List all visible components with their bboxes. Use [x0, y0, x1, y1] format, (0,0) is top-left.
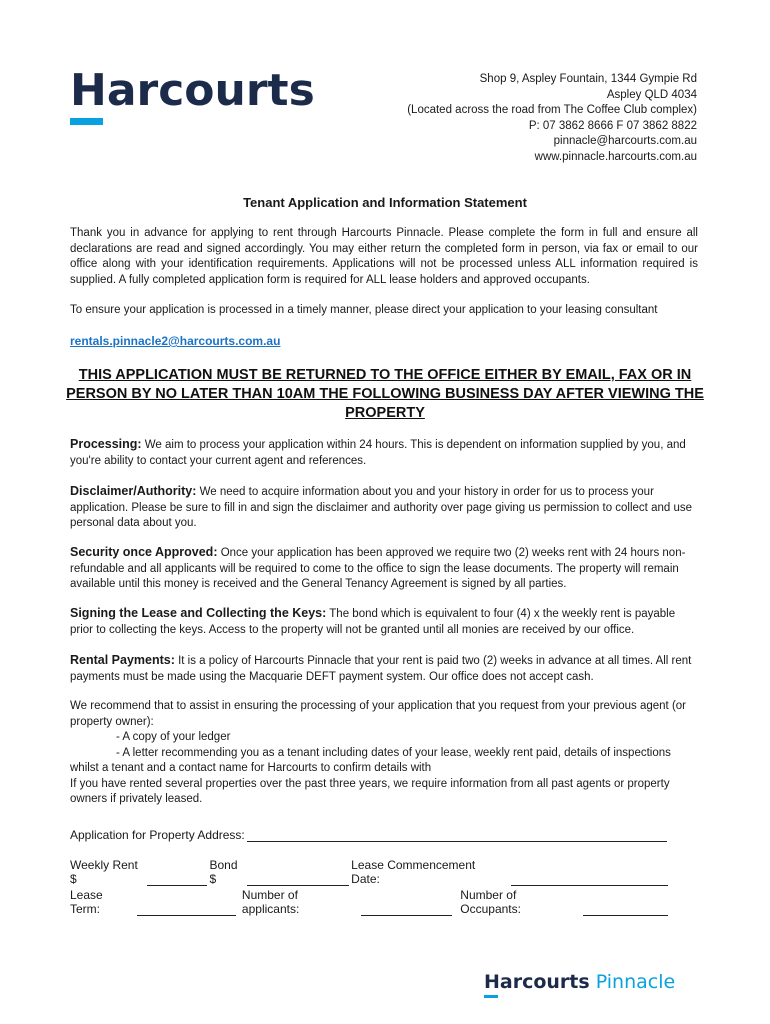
- property-address-row: [70, 828, 670, 842]
- section-rental-payments: [70, 653, 698, 685]
- section-text: We aim to process your application within 24 hours. This is dependent on information supplied by you, and you're ability to contact your current agent and references.: [70, 439, 686, 467]
- section-heading: Disclaimer/Authority:: [70, 484, 197, 498]
- rent-bond-row: [70, 858, 670, 886]
- recommend-item-continued: whilst a tenant and a contact name for Harcourts to confirm details with: [70, 762, 432, 774]
- logo-wordmark: Harcourts: [70, 65, 315, 116]
- section-heading: Processing:: [70, 437, 142, 451]
- occupants-field[interactable]: [583, 903, 668, 916]
- section-text: We need to acquire information about you and your history in order for us to process your application. Please be sure to fill in and sign the disclaimer and authority over page giving us permission to collect and use personal data about you.: [70, 486, 692, 529]
- section-text: The bond which is equivalent to four (4) x the weekly rent is payable prior to collecting the keys. Access to the property will not be granted until all monies are received by our office.: [70, 608, 676, 636]
- section-heading: Rental Payments:: [70, 653, 175, 667]
- bond-label: Bond $: [209, 858, 238, 886]
- bond-field[interactable]: [247, 873, 349, 886]
- address-line: Aspley QLD 4034: [606, 88, 697, 101]
- office-address: [407, 72, 697, 165]
- intro-paragraph: Thank you in advance for applying to rent through Harcourts Pinnacle. Please complete the form in full and ensure all declarations are read and signed accordingly. You may either return the completed form in person, via fax or email to our office along with your identification requirements. Applications will not be processed unless ALL information required is supplied. A fully completed application form is required for ALL lease holders and approved occupants.: [70, 227, 698, 286]
- property-address-field[interactable]: [247, 829, 667, 842]
- lease-commencement-label: Lease Commencement Date:: [351, 858, 476, 886]
- section-heading: Security once Approved:: [70, 545, 218, 559]
- section-signing-lease: [70, 606, 698, 638]
- recommend-item: - A copy of your ledger: [116, 731, 231, 743]
- section-text: Once your application has been approved we require two (2) weeks rent with 24 hours non-refundable and all applicants will be required to come to the office to sign the lease documents. The property will remain available until this money is received and the General Tenancy Agreement is signed by all parties.: [70, 547, 686, 590]
- lease-term-row: [70, 888, 670, 916]
- website-link[interactable]: www.pinnacle.harcourts.com.au: [534, 150, 697, 163]
- applicants-field[interactable]: [361, 903, 452, 916]
- section-text: It is a policy of Harcourts Pinnacle that your rent is paid two (2) weeks in advance at all times. All rent payments must be made using the Macquarie DEFT payment system. Our office does not accept cash.: [70, 655, 692, 683]
- lease-commencement-field[interactable]: [511, 873, 668, 886]
- lease-term-label: Lease Term:: [70, 888, 103, 916]
- rentals-email-link[interactable]: rentals.pinnacle2@harcourts.com.au: [70, 334, 281, 348]
- return-deadline-notice: THIS APPLICATION MUST BE RETURNED TO THE OFFICE EITHER BY EMAIL, FAX OR IN PERSON BY NO LATER THAN 10AM THE FOLLOWING BUSINESS DAY AFTER VIEWING THE PROPERTY: [66, 367, 704, 421]
- occupants-label: Number of Occupants:: [460, 888, 521, 916]
- recommend-intro: We recommend that to assist in ensuring the processing of your application that you request from your previous agent (or property owner):: [70, 700, 686, 728]
- harcourts-logo: [70, 66, 315, 125]
- footer-brand: Harcourts: [484, 971, 590, 993]
- applicants-label: Number of applicants:: [241, 888, 300, 916]
- document-title: Tenant Application and Information Statement: [243, 195, 527, 210]
- weekly-rent-field[interactable]: [147, 873, 208, 886]
- section-security: [70, 545, 698, 593]
- footer-accent-bar: [484, 995, 498, 998]
- address-line: (Located across the road from The Coffee Club complex): [407, 104, 697, 116]
- recommend-item: - A letter recommending you as a tenant including dates of your lease, weekly rent paid, details of inspections: [116, 746, 671, 759]
- phone-fax-line: P: 07 3862 8666 F 07 3862 8822: [528, 119, 697, 132]
- address-line: Shop 9, Aspley Fountain, 1344 Gympie Rd: [479, 73, 697, 85]
- footer-office-name: Pinnacle: [595, 971, 676, 993]
- weekly-rent-label: Weekly Rent $: [70, 858, 138, 886]
- property-address-label: Application for Property Address:: [70, 828, 245, 842]
- logo-accent-bar: [70, 118, 103, 125]
- harcourts-pinnacle-footer-logo: [484, 970, 675, 998]
- recommendation-block: [70, 699, 698, 808]
- section-processing: [70, 437, 698, 469]
- lease-term-field[interactable]: [137, 903, 236, 916]
- direct-application-text: To ensure your application is processed in a timely manner, please direct your application to your leasing consultant: [70, 304, 658, 316]
- recommend-outro: If you have rented several properties over the past three years, we require information from all past agents or property owners if privately leased.: [70, 777, 670, 805]
- section-disclaimer: [70, 484, 698, 532]
- section-heading: Signing the Lease and Collecting the Keys:: [70, 606, 327, 620]
- office-email-link[interactable]: pinnacle@harcourts.com.au: [553, 135, 697, 147]
